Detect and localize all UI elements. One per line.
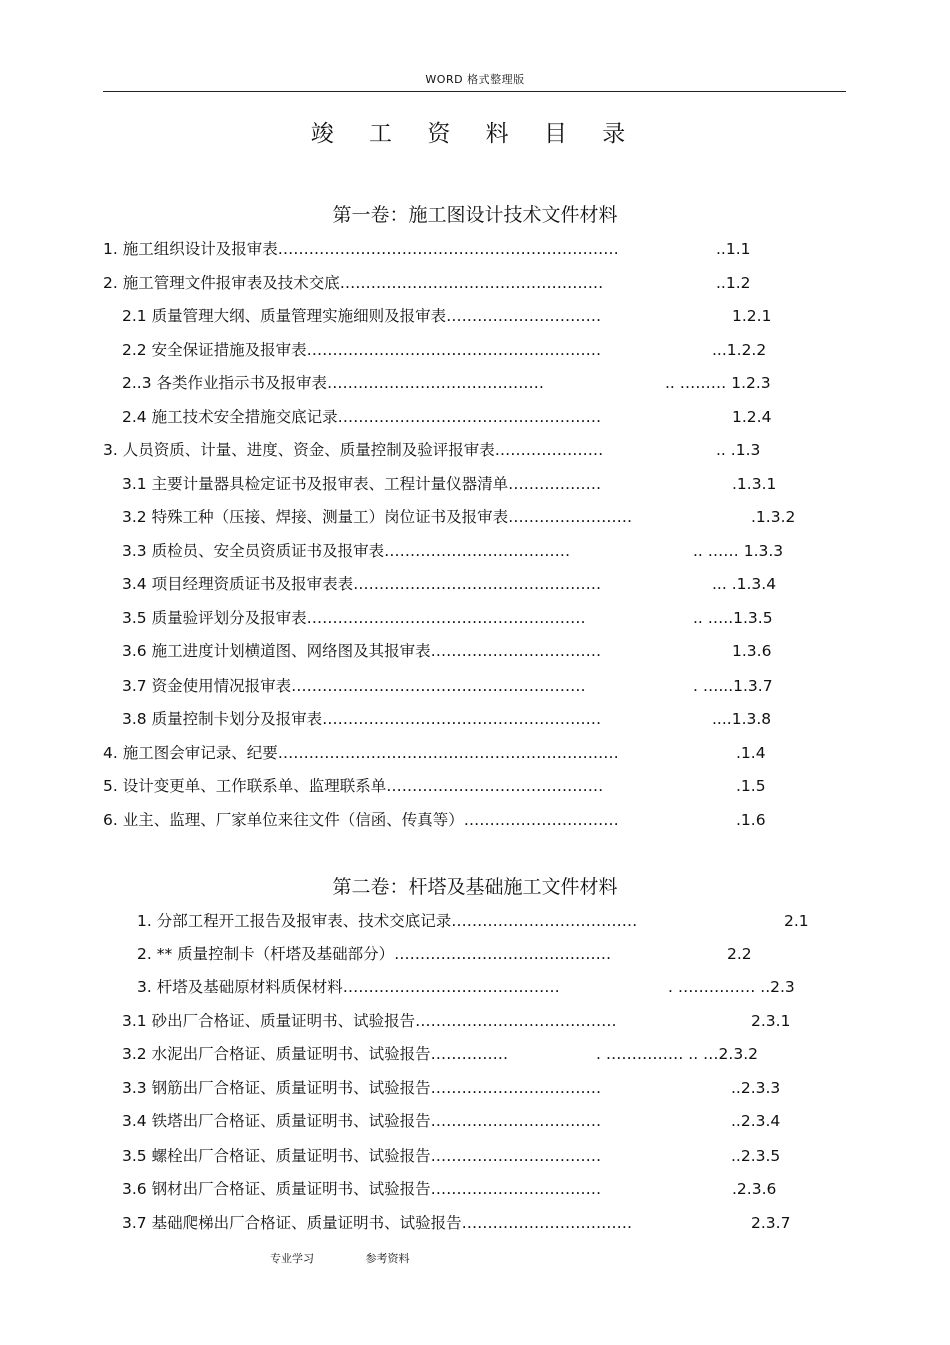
toc-entry-label: 2.2 安全保证措施及报审表………………………………………………… bbox=[122, 341, 602, 359]
toc-entry-label: 3.2 特殊工种（压接、焊接、测量工）岗位证书及报审表…………………… bbox=[122, 508, 633, 526]
toc-entry-page: . …………… ..2.3 bbox=[668, 978, 795, 996]
toc-entry-page: ..2.3.3 bbox=[731, 1079, 781, 1097]
toc-entry-label: 1. 分部工程开工报告及报审表、技术交底记录……………………………… bbox=[137, 912, 638, 930]
toc-entry-label: 3.6 钢材出厂合格证、质量证明书、试验报告…………………………… bbox=[122, 1180, 602, 1198]
toc-entry-label: 3.5 质量验评划分及报审表……………………………………………… bbox=[122, 609, 586, 627]
toc-entry-label: 3. 人员资质、计量、进度、资金、质量控制及验评报审表………………… bbox=[103, 441, 604, 459]
toc-entry-label: 4. 施工图会审记录、纪要………………………………………………………… bbox=[103, 744, 619, 762]
toc-entry-label: 3.1 主要计量器具检定证书及报审表、工程计量仪器清单……………… bbox=[122, 475, 602, 493]
toc-entry-label: 5. 设计变更单、工作联系单、监理联系单…………………………………… bbox=[103, 777, 604, 795]
toc-entry-page: .. .1.3 bbox=[716, 441, 761, 459]
toc-entry-label: 3. 杆塔及基础原材料质保材料…………………………………… bbox=[137, 978, 560, 996]
section-title-volume-2: 第二卷：杆塔及基础施工文件材料 bbox=[332, 876, 618, 898]
toc-entry-page: 2.1 bbox=[784, 912, 809, 930]
toc-entry-label: 6. 业主、监理、厂家单位来往文件（信函、传真等）………………………… bbox=[103, 811, 619, 829]
toc-entry-page: .1.3.2 bbox=[751, 508, 796, 526]
toc-entry-label: 3.7 基础爬梯出厂合格证、质量证明书、试验报告…………………………… bbox=[122, 1214, 633, 1232]
toc-entry-page: ..1.1 bbox=[716, 240, 751, 258]
toc-entry-label: 3.2 水泥出厂合格证、质量证明书、试验报告…………… bbox=[122, 1045, 509, 1063]
toc-entry-label: 3.8 质量控制卡划分及报审表……………………………………………… bbox=[122, 710, 602, 728]
toc-entry-page: . …...1.3.7 bbox=[693, 677, 773, 695]
toc-entry-page: .1.4 bbox=[736, 744, 766, 762]
toc-entry-page: .1.6 bbox=[736, 811, 766, 829]
toc-entry-page: 1.2.4 bbox=[732, 408, 772, 426]
toc-entry-page: 2.3.1 bbox=[751, 1012, 791, 1030]
toc-entry-page: ..1.2 bbox=[716, 274, 751, 292]
toc-entry-page: .1.5 bbox=[736, 777, 766, 795]
toc-entry-label: 3.1 砂出厂合格证、质量证明书、试验报告………………………………… bbox=[122, 1012, 617, 1030]
footer-right-text: 参考资料 bbox=[365, 1252, 410, 1265]
toc-entry-page: .. ……… 1.2.3 bbox=[665, 374, 771, 392]
toc-entry-page: 1.3.6 bbox=[732, 642, 772, 660]
toc-entry-page: .1.3.1 bbox=[732, 475, 777, 493]
page-header: WORD 格式整理版 bbox=[425, 73, 525, 86]
toc-entry-page: ... .1.3.4 bbox=[712, 575, 777, 593]
toc-entry-page: ...1.2.2 bbox=[712, 341, 767, 359]
toc-entry-page: .. …..1.3.5 bbox=[693, 609, 773, 627]
toc-entry-label: 3.3 钢筋出厂合格证、质量证明书、试验报告…………………………… bbox=[122, 1079, 602, 1097]
toc-entry-page: .2.3.6 bbox=[732, 1180, 777, 1198]
toc-entry-page: 2.2 bbox=[727, 945, 752, 963]
toc-entry-label: 1. 施工组织设计及报审表………………………………………………………… bbox=[103, 240, 619, 258]
page-footer bbox=[270, 1250, 410, 1266]
toc-entry-page: ....1.3.8 bbox=[712, 710, 772, 728]
toc-entry-label: 2..3 各类作业指示书及报审表…………………………………… bbox=[122, 374, 545, 392]
toc-entry-label: 2.4 施工技术安全措施交底记录…………………………………………… bbox=[122, 408, 602, 426]
toc-entry-label: 3.4 项目经理资质证书及报审表表………………………………………… bbox=[122, 575, 602, 593]
toc-entry-label: 3.3 质检员、安全员资质证书及报审表……………………………… bbox=[122, 542, 571, 560]
toc-entry-label: 2. ** 质量控制卡（杆塔及基础部分）…………………………………… bbox=[137, 945, 612, 963]
toc-entry-page: 2.3.7 bbox=[751, 1214, 791, 1232]
toc-entry-label: 3.6 施工进度计划横道图、网络图及其报审表…………………………… bbox=[122, 642, 602, 660]
toc-entry-label: 2. 施工管理文件报审表及技术交底…………………………………………… bbox=[103, 274, 604, 292]
footer-left-text: 专业学习 bbox=[270, 1252, 314, 1265]
toc-entry-page: ..2.3.4 bbox=[731, 1112, 781, 1130]
toc-entry-label: 3.4 铁塔出厂合格证、质量证明书、试验报告…………………………… bbox=[122, 1112, 602, 1130]
toc-entry-label: 3.7 资金使用情况报审表………………………………………………… bbox=[122, 677, 586, 695]
toc-entry-page: 1.2.1 bbox=[732, 307, 772, 325]
toc-entry-page: ..2.3.5 bbox=[731, 1147, 781, 1165]
toc-entry-page: .. …… 1.3.3 bbox=[693, 542, 784, 560]
toc-entry-page: . …………… .. …2.3.2 bbox=[596, 1045, 759, 1063]
toc-entry-label: 3.5 螺栓出厂合格证、质量证明书、试验报告…………………………… bbox=[122, 1147, 602, 1165]
toc-entry-label: 2.1 质量管理大纲、质量管理实施细则及报审表………………………… bbox=[122, 307, 602, 325]
section-title-volume-1: 第一卷：施工图设计技术文件材料 bbox=[332, 204, 618, 226]
document-title: 竣 工 资 料 目 录 bbox=[310, 121, 640, 147]
